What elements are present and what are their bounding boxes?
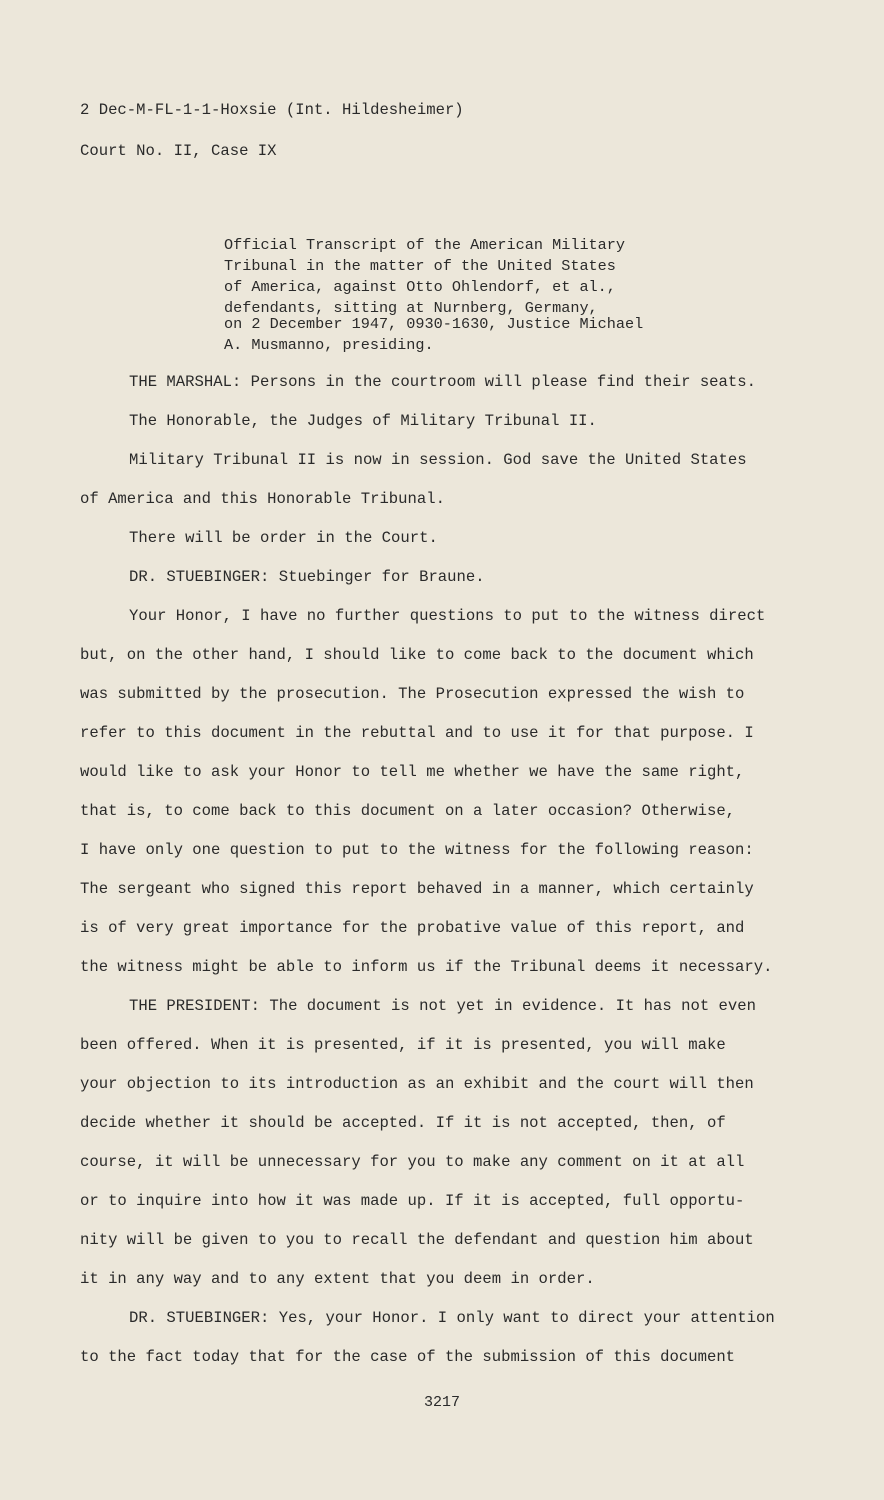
- body-line: DR. STUEBINGER: Stuebinger for Braune.: [129, 568, 485, 586]
- body-line: refer to this document in the rebuttal and to use it for that purpose. I: [80, 724, 754, 742]
- body-line: The sergeant who signed this report behaved in a manner, which certainly: [80, 880, 754, 898]
- body-line: course, it will be unnecessary for you to make any comment on it at all: [80, 1153, 745, 1171]
- header-reference: 2 Dec-M-FL-1-1-Hoxsie (Int. Hildesheimer): [80, 101, 464, 119]
- caption-line: on 2 December 1947, 0930-1630, Justice Michael: [224, 315, 644, 333]
- caption-line: defendants, sitting at Nurnberg, Germany,: [224, 299, 598, 317]
- body-line: to the fact today that for the case of the submission of this document: [80, 1348, 736, 1366]
- body-line: THE MARSHAL: Persons in the courtroom will please find their seats.: [129, 373, 756, 391]
- body-line: I have only one question to put to the witness for the following reason:: [80, 841, 754, 859]
- body-line: nity will be given to you to recall the defendant and question him about: [80, 1231, 754, 1249]
- body-line: the witness might be able to inform us if the Tribunal deems it necessary.: [80, 958, 773, 976]
- body-line: Military Tribunal II is now in session. God save the United States: [129, 451, 747, 469]
- page-number: 3217: [423, 1394, 460, 1411]
- body-line: was submitted by the prosecution. The Prosecution expressed the wish to: [80, 685, 745, 703]
- body-line: decide whether it should be accepted. If it is not accepted, then, of: [80, 1114, 726, 1132]
- body-line: Your Honor, I have no further questions to put to the witness direct: [129, 607, 766, 625]
- header-court: Court No. II, Case IX: [80, 142, 277, 160]
- caption-line: of America, against Otto Ohlendorf, et al.,: [224, 278, 616, 296]
- body-line: DR. STUEBINGER: Yes, your Honor. I only want to direct your attention: [129, 1309, 775, 1327]
- body-line: but, on the other hand, I should like to come back to the document which: [80, 646, 754, 664]
- body-line: of America and this Honorable Tribunal.: [80, 490, 445, 508]
- body-line: it in any way and to any extent that you deem in order.: [80, 1270, 595, 1288]
- body-line: or to inquire into how it was made up. If it is accepted, full opportu-: [80, 1192, 745, 1210]
- caption-line: Tribunal in the matter of the United States: [224, 257, 616, 275]
- body-line: would like to ask your Honor to tell me whether we have the same right,: [80, 763, 745, 781]
- body-line: There will be order in the Court.: [129, 529, 438, 547]
- body-line: your objection to its introduction as an exhibit and the court will then: [80, 1075, 754, 1093]
- body-line: is of very great importance for the probative value of this report, and: [80, 919, 745, 937]
- body-line: The Honorable, the Judges of Military Tribunal II.: [129, 412, 597, 430]
- body-line: THE PRESIDENT: The document is not yet in evidence. It has not even: [129, 997, 756, 1015]
- caption-line: A. Musmanno, presiding.: [224, 336, 434, 354]
- caption-line: Official Transcript of the American Military: [224, 236, 626, 254]
- body-line: that is, to come back to this document on a later occasion? Otherwise,: [80, 802, 736, 820]
- body-line: been offered. When it is presented, if it is presented, you will make: [80, 1036, 726, 1054]
